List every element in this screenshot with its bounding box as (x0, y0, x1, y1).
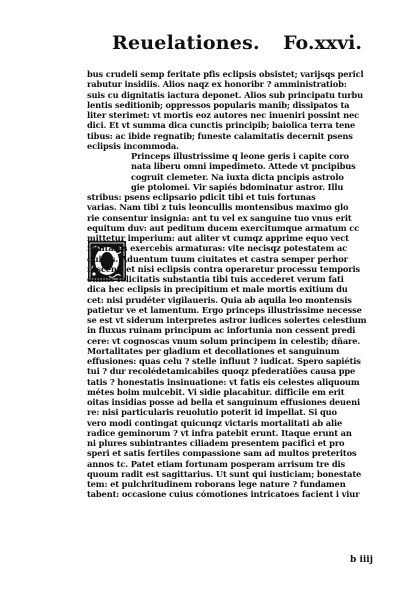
text-line: cogruit clemeter. Na iuxta dicta pncipis astrolo (131, 171, 344, 182)
text-line: in fluxus ruinam principum ac infortunia non cessent predi (87, 325, 356, 336)
text-line: effusiones: quas celu ? stelle influut ? iudicat. Spero sapiétis (87, 356, 361, 366)
text-line: eclipsis incommoda. (87, 140, 179, 151)
text-line: cet: nisi prudéter vigilaueris. Quia ab aquila leo montensis (87, 294, 352, 305)
text-line: bus crudeli semp feritate pfis eclipsis obsistet; varijsqs pericl (87, 69, 364, 79)
text-line: métes boim mulcebit. Vi sidie placabitur. difficile em erit (87, 386, 345, 397)
text-line: equitum duv: aut peditum ducem exercitumque armatum cc (87, 222, 360, 233)
text-line: lentis seditionib; oppressos popularis manib; dissipatos ta (87, 99, 350, 110)
text-line: Princeps illustrissime q leone geris i capite coro (131, 151, 349, 161)
text-line: Mortalitates per gladium et decollationes et sanguinum (87, 345, 340, 356)
text-line: tui ? dur recolédetamicabiles quoqz pfederatiões causa ppe (87, 366, 356, 377)
text-line: patietur ve et lamentum. Ergo princeps illustrissime necesse (87, 304, 362, 315)
text-line: speri et satis fertiles compassione sam ad multos preteritos (87, 448, 357, 459)
text-line: suis cu dignitatis iactura deponet. Alios sub principatu turbu (87, 89, 363, 100)
signature-mark: b iiij (350, 555, 373, 565)
text-line: ni plures subintrantes ciliadem presentem pacifici et pro (87, 438, 345, 448)
text-line: vero modi contingat quicunqz victaris mortalitati ab alie (87, 417, 343, 428)
text-line: re: nisi particularis reuolutio poterit id impellat. Si quo (87, 407, 337, 418)
text-line: rie consentur insignia: ant tu vel ex sanguine tuo vnus erit (87, 212, 352, 223)
text-line: rabutur insidiis. Alios naqz ex honoribr ? amministratiob: (87, 79, 347, 90)
text-line: varias. Nam tibi z tuis leoncullis montensibus maximo glo (87, 202, 349, 213)
text-line: cere: vt cognoscas vnum solum principem in celestib; dñare. (87, 335, 361, 346)
text-line: gie ptolomei. Vir sapiés bdominatur astror. Illu (131, 181, 344, 192)
text-line: radice geminorum ? vt infra patebit erunt. Itaque erunt an (87, 427, 352, 438)
text-line: oitas insidias posse ad bella et sanguinum effusiones deueni (87, 397, 360, 407)
text-line: quoum radit est sagittarius. Ut sunt qui iusticiam; bonestate (87, 468, 362, 479)
text-line: tibus: ac ibide regnatib; funeste calamitatis decernit psens (87, 130, 353, 141)
text-line: dica hec eclipsis in precipitium et male mortis exitium du (87, 284, 348, 295)
body-text (87, 69, 377, 500)
text-line: quires. Aduentum tuum ciuitates et castra semper perhor (87, 253, 348, 264)
text-line: se est vt siderum interpretes astror iudices solertes celestium (87, 315, 367, 325)
text-line: rescent: et nisi eclipsis contra operaretur processu temporis (87, 263, 360, 274)
running-head (112, 32, 362, 56)
text-line: mittetur imperium: aut aliter vt cumqz apprime equo vect (87, 233, 349, 243)
text-line: nata liberu omni impedimeto. Attede vt pncipibus (131, 161, 356, 172)
text-line: dici. Et vt summa dica cunctis principib; baiolica terra tene (87, 120, 356, 131)
text-line: omnis felicitatis substantia tibi tuis accederet verum fati (87, 274, 344, 284)
text-line: tatis ? honestatis insinuatione: vt fatis eis celestes aliquoum (87, 376, 360, 387)
text-line: tem: et pulchritudinem roborans lege nature ? fundamen (87, 479, 346, 489)
text-line: tabent: occasione cuius cómotiones intricatoes facient i viur (87, 489, 360, 500)
text-line: liter sterimet: vt mortis eoz autores nec inueniri possint nec (87, 110, 359, 120)
text-line: stribus: psens eclipsario pdicit tibi et tuis fortunas (87, 192, 316, 202)
folio-number: Fo.xxvi. (283, 32, 362, 54)
text-line: annos tc. Patet etiam fortunam posperam arrisum tre dis (87, 458, 346, 469)
running-head-title: Reuelationes. (112, 32, 260, 54)
text-line: militares exercebis armaturas: vite necisqz potestatem ac (87, 243, 348, 254)
